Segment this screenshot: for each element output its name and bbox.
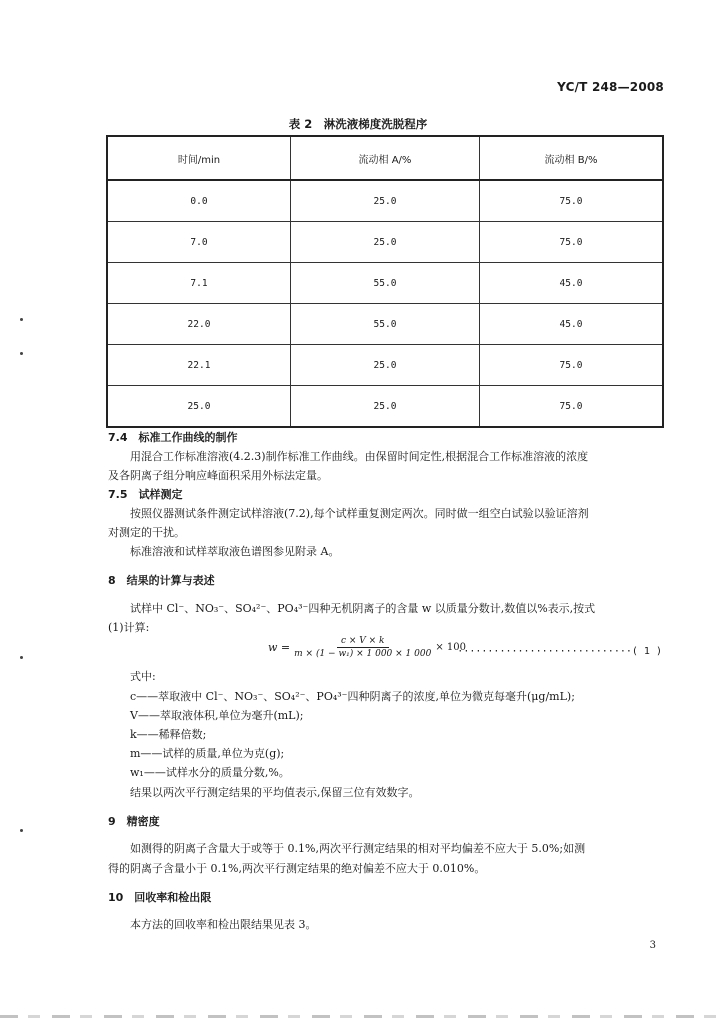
table-cell: 25.0	[290, 180, 479, 222]
section-7-5-line-2: 对测定的干扰。	[108, 526, 185, 539]
column-header-phase-b: 流动相 B/%	[480, 136, 664, 180]
table-row	[107, 222, 663, 263]
table-cell: 45.0	[480, 263, 664, 304]
scan-edge	[0, 1015, 716, 1018]
column-header-phase-a: 流动相 A/%	[290, 136, 479, 180]
section-7-5-line-1: 按照仪器测试条件测定试样溶液(7.2),每个试样重复测定两次。同时做一组空白试验以验证溶剂	[130, 507, 589, 520]
section-9-line-1: 如测得的阴离子含量大于或等于 0.1%,两次平行测定结果的相对平均偏差不应大于 5.0%;如测	[130, 842, 586, 855]
table-cell: 0.0	[107, 180, 290, 222]
table-cell: 25.0	[290, 222, 479, 263]
formula-factor: × 100	[435, 642, 466, 653]
section-7-4-heading: 7.4 标准工作曲线的制作	[108, 431, 238, 444]
section-10-heading: 10 回收率和检出限	[108, 891, 212, 904]
table-cell: 25.0	[290, 345, 479, 386]
table-cell: 22.1	[107, 345, 290, 386]
table-cell: 45.0	[480, 304, 664, 345]
section-9-heading: 9 精密度	[108, 815, 160, 828]
formula-denominator: m × (1 − w₁) × 1 000 × 1 000	[294, 649, 432, 659]
section-8-line-1: 试样中 Cl⁻、NO₃⁻、SO₄²⁻、PO₄³⁻四种无机阴离子的含量 w 以质量分数计,数值以%表示,按式	[130, 602, 596, 615]
formula-1	[268, 636, 466, 659]
table-cell: 7.1	[107, 263, 290, 304]
scan-mark	[20, 318, 23, 321]
section-8-line-2: (1)计算:	[108, 621, 150, 634]
gradient-table	[106, 135, 664, 428]
section-7-4-line-1: 用混合工作标准溶液(4.2.3)制作标准工作曲线。由保留时间定性,根据混合工作标准溶液的浓度	[130, 450, 589, 463]
equation-number: ·····························( 1 )	[457, 646, 662, 657]
section-8-heading: 8 结果的计算与表述	[108, 574, 215, 587]
formula-lhs: w =	[268, 641, 291, 654]
table-cell: 75.0	[480, 386, 664, 428]
result-note: 结果以两次平行测定结果的平均值表示,保留三位有效数字。	[130, 786, 420, 799]
page-number: 3	[649, 940, 656, 951]
table-cell: 55.0	[290, 304, 479, 345]
column-header-time: 时间/min	[107, 136, 290, 180]
variable-definition: w₁——试样水分的质量分数,%。	[130, 766, 290, 779]
standard-code: YC/T 248—2008	[557, 80, 664, 94]
table-cell: 75.0	[480, 345, 664, 386]
table-row	[107, 386, 663, 428]
formula-numerator: c × V × k	[337, 636, 389, 648]
table-row	[107, 304, 663, 345]
variable-definition: V——萃取液体积,单位为毫升(mL);	[130, 709, 304, 722]
table-cell: 22.0	[107, 304, 290, 345]
table-header-row	[107, 136, 663, 180]
section-10-line-1: 本方法的回收率和检出限结果见表 3。	[130, 918, 317, 931]
table-row	[107, 180, 663, 222]
where-label: 式中:	[130, 670, 156, 683]
scan-mark	[20, 829, 23, 832]
section-7-5-heading: 7.5 试样测定	[108, 488, 183, 501]
table-cell: 7.0	[107, 222, 290, 263]
table-title: 表 2 淋洗液梯度洗脱程序	[288, 117, 428, 131]
table-cell: 75.0	[480, 222, 664, 263]
formula-fraction	[294, 636, 431, 659]
scan-mark	[20, 656, 23, 659]
table-cell: 55.0	[290, 263, 479, 304]
section-7-5-line-3: 标准溶液和试样萃取液色谱图参见附录 A。	[130, 545, 340, 558]
scan-mark	[20, 352, 23, 355]
table-cell: 25.0	[107, 386, 290, 428]
section-7-4-line-2: 及各阴离子组分响应峰面积采用外标法定量。	[108, 469, 328, 482]
variable-definition: c——萃取液中 Cl⁻、NO₃⁻、SO₄²⁻、PO₄³⁻四种阴离子的浓度,单位为微克每毫升(μg/mL);	[130, 690, 575, 703]
table-cell: 75.0	[480, 180, 664, 222]
table-cell: 25.0	[290, 386, 479, 428]
variable-definition: m——试样的质量,单位为克(g);	[130, 747, 285, 760]
table-row	[107, 263, 663, 304]
variable-definition: k——稀释倍数;	[130, 728, 207, 741]
table-row	[107, 345, 663, 386]
section-9-line-2: 得的阴离子含量小于 0.1%,两次平行测定结果的绝对偏差不应大于 0.010%。	[108, 862, 486, 875]
